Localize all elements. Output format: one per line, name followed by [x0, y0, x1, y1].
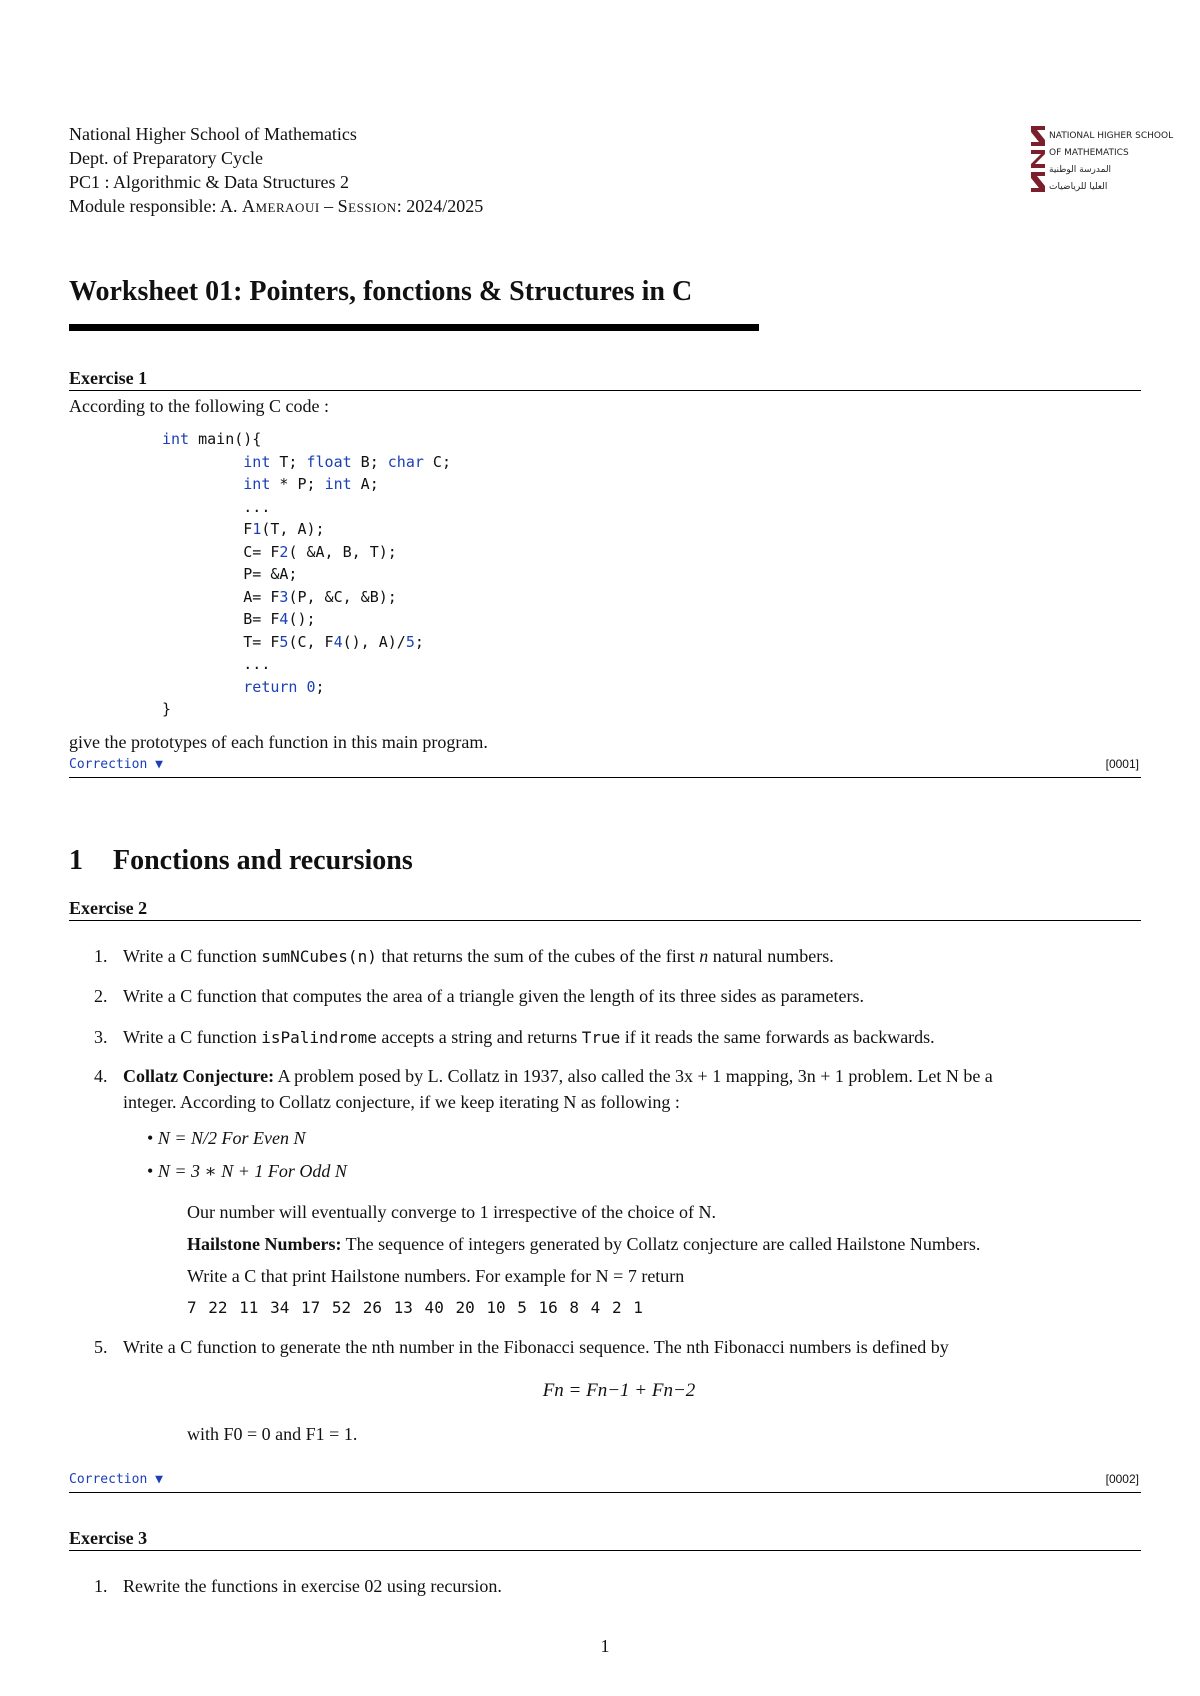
- exercise-2-heading: Exercise 2: [69, 898, 1141, 921]
- school-logo: [1029, 124, 1174, 214]
- page-number: 1: [600, 1636, 610, 1656]
- module-responsible: Module responsible: A. Ameraoui – Session: 2024/2025: [69, 196, 484, 216]
- fibonacci-formula: Fn = Fn−1 + Fn−2: [542, 1380, 696, 1401]
- exercise-2-correction-row: [69, 1472, 1141, 1493]
- hailstone-definition: Hailstone Numbers: The sequence of integers generated by Collatz conjecture are called Hailstone Numbers.: [187, 1234, 981, 1254]
- course-name: PC1 : Algorithmic & Data Structures 2: [69, 172, 349, 192]
- department: Dept. of Preparatory Cycle: [69, 148, 263, 168]
- convergence-note: Our number will eventually converge to 1 irrespective of the choice of N.: [187, 1202, 716, 1222]
- exercise-id: [0001]: [1105, 757, 1139, 771]
- header-block: [69, 122, 483, 218]
- nhsm-logo-mark-icon: [1029, 124, 1049, 194]
- section-heading: 1 Fonctions and recursions: [69, 845, 413, 876]
- hailstone-task: Write a C that print Hailstone numbers. For example for N = 7 return: [187, 1266, 685, 1286]
- worksheet-title: Worksheet 01: Pointers, fonctions & Structures in C: [69, 276, 693, 307]
- exercise-id: [0002]: [1105, 1472, 1139, 1486]
- hailstone-sequence: 7 22 11 34 17 52 26 13 40 20 10 5 16 8 4 2 1: [187, 1298, 643, 1317]
- correction-toggle[interactable]: Correction ▼: [69, 1472, 163, 1487]
- correction-toggle[interactable]: Correction ▼: [69, 757, 163, 772]
- exercise-1-intro: According to the following C code :: [69, 396, 329, 416]
- exercise-1-question: give the prototypes of each function in this main program.: [69, 732, 488, 752]
- worksheet-page: National Higher School of Mathematics Dept. of Preparatory Cycle PC1 : Algorithmic & Data Structures 2 Module responsible: A. Ameraoui – Session: 2024/2025 NATIONAL HIGHER SCHOOL OF MATHEMATICS المدرسة الوطنية العليا للرياضيات Worksheet 01: Pointers, fonctions & Structures in C Exercise 1 According to the following C code : int main(){ int T; float B; char C; int * P; int A; ... F1(T, A); C= F2( &A, B, T); P= &A; A= F3(P, &C, &B); B= F4(); T= F5(C, F4(), A)/5; ... return 0; } give the prototypes of each function in this main program. Correction ▼ [0001] 1 Fonctions and recursions Exercise 2 1. Write a C function sumNCubes(n) that returns the sum of the cubes of the first n natural numbers. 2. Write a C function that computes the area of a triangle given the length of its three sides as parameters. 3. Write a C function isPalindrome accepts a string and returns True if it reads the same forwards as backwards. 4. Collatz Conjecture: A problem posed by L. Collatz in 1937, also called the 3x + 1 mapping, 3n + 1 problem. Let N be a integer. According to Collatz conjecture, if we keep iterating N as following : • N = N/2 For Even N • N = 3 ∗ N + 1 For Odd N Our number will eventually converge to 1 irrespective of the choice of N. Hailstone Numbers: The sequence of integers generated by Collatz conjecture are called Hailstone Numbers. Write a C that print Hailstone numbers. For example for N = 7 return 7 22 11 34 17 52 26 13 40 20 10 5 16 8 4 2 1 5. Write a C function to generate the nth number in the Fibonacci sequence. The nth Fibonacci numbers is defined by Fn = Fn−1 + Fn−2 with F0 = 0 and F1 = 1. Correction ▼ [0002] Exercise 3 1. Rewrite the functions in exercise 02 using recursion. 1: [69, 124, 1174, 1656]
- school-name: National Higher School of Mathematics: [69, 124, 357, 144]
- fibonacci-initial-values: with F0 = 0 and F1 = 1.: [187, 1424, 358, 1444]
- code-block: int main(){ int T; float B; char C; int * P; int A; ... F1(T, A); C= F2( &A, B, T); P= &A; A= F3(P, &C, &B); B= F4(); T= F5(C, F4(), A)/5; ... return 0; }: [162, 430, 451, 718]
- bullet-item: • N = 3 ∗ N + 1 For Odd N: [147, 1161, 347, 1181]
- title-rule: [69, 324, 759, 331]
- exercise-1-heading: Exercise 1: [69, 368, 1141, 391]
- logo-text: NATIONAL HIGHER SCHOOL OF MATHEMATICS المدرسة الوطنية العليا للرياضيات: [1049, 131, 1174, 192]
- bullet-item: • N = N/2 For Even N: [147, 1128, 306, 1148]
- exercise-3-heading: Exercise 3: [69, 1528, 1141, 1551]
- exercise-1-correction-row: [69, 757, 1141, 778]
